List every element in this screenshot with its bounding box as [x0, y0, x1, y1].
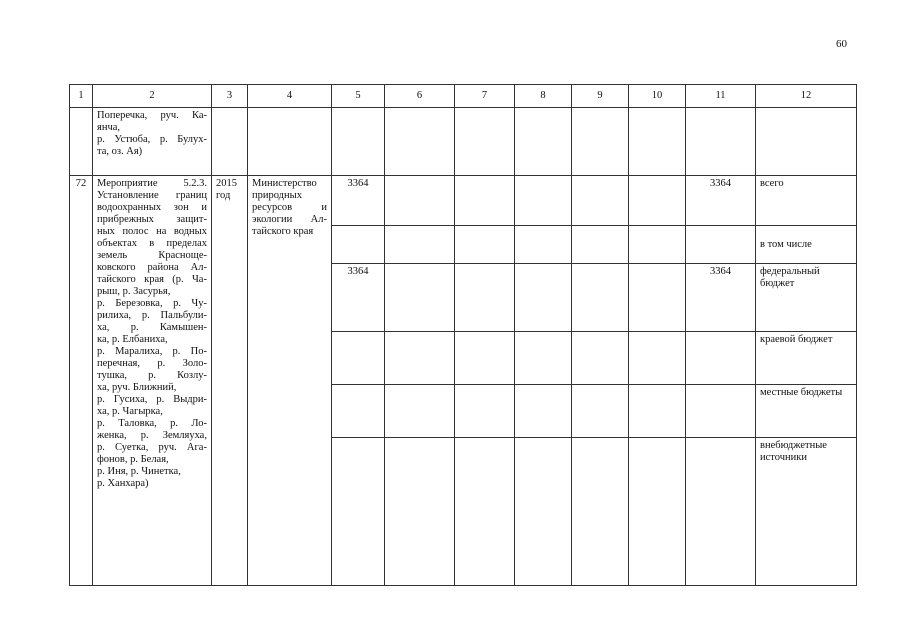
text-line: Поперечка, руч. Ка- — [97, 110, 207, 121]
col-header: 1 — [70, 85, 93, 108]
col-header: 6 — [385, 85, 455, 108]
text-line: объектах в пределах — [97, 238, 207, 249]
col-header: 8 — [515, 85, 572, 108]
funding-source: федеральный бюджет — [756, 264, 857, 332]
text-line: р. Гусиха, р. Выдри- — [97, 394, 207, 405]
col-header: 9 — [572, 85, 629, 108]
funding-source: местные бюджеты — [756, 385, 857, 438]
text-line: р. Таловка, р. Ло- — [97, 418, 207, 429]
program-table — [69, 84, 857, 586]
text-line: ка, р. Елбаниха, — [97, 334, 168, 345]
table-cell — [70, 108, 93, 176]
text-line: ных полос на водных — [97, 226, 207, 237]
funding-source: внебюджетные источники — [756, 438, 857, 586]
text-line: тайского края (р. Ча- — [97, 274, 207, 285]
text-line: ха, руч. Ближний, — [97, 382, 177, 393]
text-line: р. Иня, р. Чинетка, — [97, 466, 181, 477]
period-unit: год — [216, 190, 231, 201]
amount-col11: 3364 — [686, 264, 756, 332]
col-header: 3 — [212, 85, 248, 108]
text-line: ковского района Ал- — [97, 262, 207, 273]
col-header: 7 — [455, 85, 515, 108]
text-line: р. Березовка, р. Чу- — [97, 298, 207, 309]
col-header: 10 — [629, 85, 686, 108]
text-line: ресурсов и — [252, 202, 327, 213]
text-line: р. Ханхара) — [97, 478, 149, 489]
funding-source: краевой бюджет — [756, 332, 857, 385]
executor-cell — [248, 176, 332, 586]
period-year: 2015 — [216, 178, 237, 189]
amount-total: 3364 — [332, 176, 385, 226]
col-header: 12 — [756, 85, 857, 108]
text-line: р. Маралиха, р. По- — [97, 346, 207, 357]
text-line: Установление границ — [97, 190, 207, 201]
text-line: ха, р. Чагырка, — [97, 406, 163, 417]
col-header: 2 — [93, 85, 212, 108]
text-line: р. Устюба, р. Булух- — [97, 134, 207, 145]
amount-col11: 3364 — [686, 176, 756, 226]
text-line: та, оз. Ая) — [97, 146, 143, 157]
row-number: 72 — [70, 176, 93, 586]
text-line: фонов, р. Белая, — [97, 454, 169, 465]
continuation-row — [70, 108, 857, 176]
text-line: Министерство — [252, 178, 317, 189]
text-line: перечная, р. Золо- — [97, 358, 207, 369]
text-line: янча, — [97, 122, 121, 133]
text-line: природных — [252, 190, 302, 201]
text-line: женка, р. Земляуха, — [97, 430, 207, 441]
text-line: рыш, р. Засурья, — [97, 286, 171, 297]
funding-source: всего — [756, 176, 857, 226]
text-line: земель Краснощe- — [97, 250, 207, 261]
funding-source: в том числе — [756, 226, 857, 264]
col-header: 5 — [332, 85, 385, 108]
page-number: 60 — [836, 38, 847, 50]
text-line: тушка, р. Козлу- — [97, 370, 207, 381]
col-header: 11 — [686, 85, 756, 108]
header-row — [70, 85, 857, 108]
text-line: тайского края — [252, 226, 314, 237]
col-header: 4 — [248, 85, 332, 108]
text-line: Мероприятие 5.2.3. — [97, 178, 207, 189]
continued-description — [93, 108, 212, 176]
measure-description — [93, 176, 212, 586]
text-line: прибрежных защит- — [97, 214, 207, 225]
text-line: р. Суетка, руч. Ага- — [97, 442, 207, 453]
table-row — [70, 176, 857, 226]
text-line: водоохранных зон и — [97, 202, 207, 213]
period-cell — [212, 176, 248, 586]
text-line: ха, р. Камышен- — [97, 322, 207, 333]
amount-total: 3364 — [332, 264, 385, 332]
text-line: экологии Ал- — [252, 214, 327, 225]
text-line: рилиха, р. Пальбули- — [97, 310, 207, 321]
